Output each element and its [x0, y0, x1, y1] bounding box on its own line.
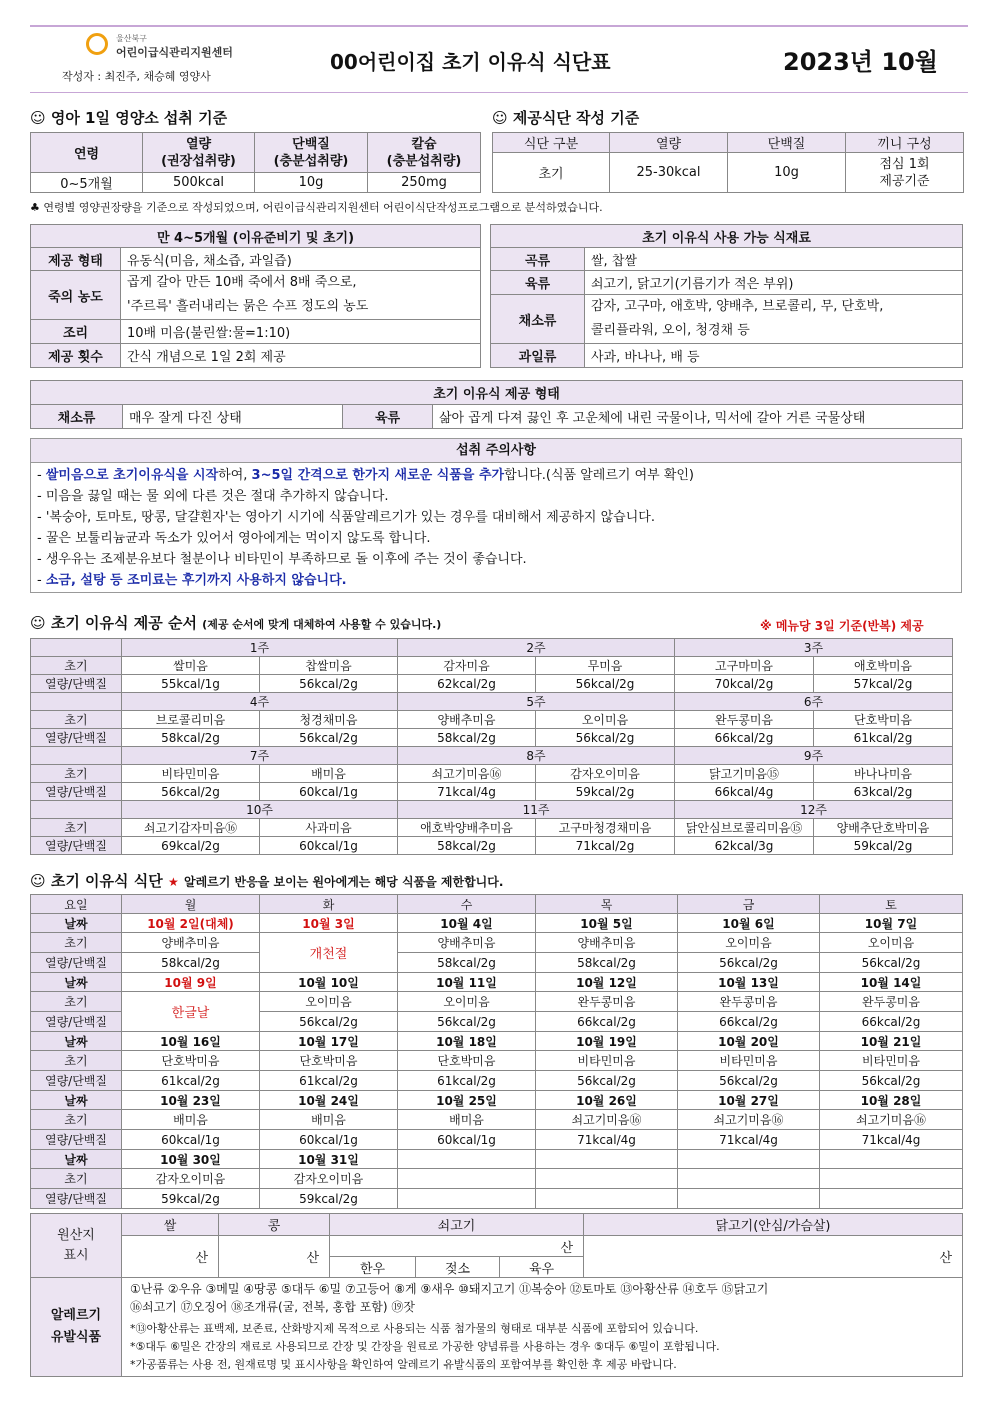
menu-item: 쇠고기미음⑯: [820, 1110, 963, 1130]
menu-date: 10월 27일: [678, 1091, 820, 1110]
origin-chicken-value: 산: [584, 1236, 963, 1278]
menu-item: 양배추미음: [122, 933, 260, 953]
day-header: 화: [260, 895, 398, 914]
form-key: 육류: [343, 405, 433, 429]
order-week-label: 4주: [122, 693, 398, 711]
menu-date: 10월 16일: [122, 1032, 260, 1051]
order-menu: 찹쌀미음: [260, 657, 398, 675]
origin-bean-value: 산: [219, 1236, 330, 1278]
menu-empty-cell: [820, 1189, 963, 1209]
menu-date: 10월 12일: [536, 973, 678, 992]
menu-empty-cell: [536, 1189, 678, 1209]
order-menu: 청경채미음: [260, 711, 398, 729]
order-kcal: 59kcal/2g: [536, 783, 675, 801]
menu-kcal: 60kcal/1g: [122, 1130, 260, 1150]
order-menu: 바나나미음: [814, 765, 953, 783]
menu-item: 배미음: [122, 1110, 260, 1130]
provide-table: [492, 132, 964, 193]
menu-empty-cell: [678, 1189, 820, 1209]
menu-kcal: 58kcal/2g: [536, 953, 678, 973]
intake-header: 열량 (권장섭취량): [143, 133, 255, 173]
provide-cell: 점심 1회 제공기준: [846, 153, 964, 193]
ingredients-title: 초기 이유식 사용 가능 식재료: [491, 225, 963, 248]
menu-kcal: 71kcal/4g: [820, 1130, 963, 1150]
ingredient-key: 육류: [491, 271, 585, 295]
order-kcal: 58kcal/2g: [398, 837, 536, 855]
menu-row-label: 열량/단백질: [31, 1012, 122, 1032]
stage-value: 간식 개념으로 1일 2회 제공: [121, 344, 481, 368]
provide-header: 단백질: [728, 133, 846, 153]
menu-kcal: 66kcal/2g: [678, 1012, 820, 1032]
caution-item: - '복숭아, 토마토, 땅콩, 달걀흰자'는 영아기 시기에 식품알레르기가 있는 경우를 대비해서 제공하지 않습니다.: [37, 510, 655, 525]
stage-title: 만 4~5개월 (이유준비기 및 초기): [31, 225, 481, 248]
club-icon: ♣: [30, 201, 44, 214]
menu-item: 양배추미음: [536, 933, 678, 953]
caution-title: 섭취 주의사항: [30, 438, 962, 463]
logo-name: 어린이급식관리지원센터: [116, 46, 233, 59]
caution-item: - 생우유는 조제분유보다 철분이나 비타민이 부족하므로 돌 이후에 주는 것이 좋습니다.: [37, 552, 527, 567]
menu-date: 10월 4일: [398, 914, 536, 933]
menu-empty-cell: [820, 1150, 963, 1169]
menu-empty-cell: [398, 1189, 536, 1209]
smile-icon: ☺: [30, 109, 51, 127]
ingredient-value: 쌀, 찹쌀: [585, 248, 963, 271]
menu-date: 10월 17일: [260, 1032, 398, 1051]
intake-cell: 0~5개월: [31, 173, 143, 193]
provide-cell: 초기: [493, 153, 610, 193]
menu-date: 10월 25일: [398, 1091, 536, 1110]
menu-date: 10월 24일: [260, 1091, 398, 1110]
beef-type: 한우: [330, 1257, 416, 1278]
origin-bean: 콩: [219, 1214, 330, 1236]
order-menu: 쌀미음: [122, 657, 260, 675]
menu-date: 10월 26일: [536, 1091, 678, 1110]
menu-kcal: 59kcal/2g: [260, 1189, 398, 1209]
order-kcal: 60kcal/1g: [260, 837, 398, 855]
provide-header: 식단 구분: [493, 133, 610, 153]
menu-date: 10월 2일(대체): [122, 914, 260, 933]
form-value: 매우 잘게 다진 상태: [123, 405, 343, 429]
caution-item: - 소금, 설탕 등 조미료는 후기까지 사용하지 않습니다.: [37, 573, 347, 588]
allergy-label: 알레르기 유발식품: [31, 1278, 122, 1377]
menu-kcal: 71kcal/4g: [536, 1130, 678, 1150]
order-menu: 배미음: [260, 765, 398, 783]
order-kcal: 56kcal/2g: [122, 783, 260, 801]
menu-kcal: 58kcal/2g: [398, 953, 536, 973]
menu-empty-cell: [536, 1150, 678, 1169]
order-week-label: 7주: [122, 747, 398, 765]
caution-list: [30, 462, 962, 593]
order-menu: 닭안심브로콜리미음⑮: [675, 819, 814, 837]
order-menu: 감자미음: [398, 657, 536, 675]
menu-kcal: 61kcal/2g: [122, 1071, 260, 1091]
menu-row-label: 열량/단백질: [31, 1130, 122, 1150]
form-key: 채소류: [31, 405, 123, 429]
menu-item: 감자오이미음: [122, 1169, 260, 1189]
menu-item: 오이미음: [398, 992, 536, 1012]
order-menu: 애호박양배추미음: [398, 819, 536, 837]
order-row-label: 초기: [31, 819, 122, 837]
order-kcal: 58kcal/2g: [122, 729, 260, 747]
menu-item: 오이미음: [820, 933, 963, 953]
menu-date: 10월 10일: [260, 973, 398, 992]
menu-date: 10월 5일: [536, 914, 678, 933]
smile-icon: ☺: [30, 614, 51, 632]
intake-header: 단백질 (충분섭취량): [255, 133, 368, 173]
menu-item: 비타민미음: [678, 1051, 820, 1071]
top-rule: [30, 25, 968, 27]
menu-kcal: 56kcal/2g: [678, 1071, 820, 1091]
allergy-note: *가공품류는 사용 전, 원재료명 및 표시사항을 확인하여 알레르기 유발식품의 포함여부를 확인한 후 제공 바랍니다.: [130, 1358, 677, 1371]
form-title: 초기 이유식 제공 형태: [31, 381, 963, 405]
menu-kcal: 60kcal/1g: [260, 1130, 398, 1150]
analysis-note: ♣ 연령별 영양권장량을 기준으로 작성되었으며, 어린이급식관리지원센터 어린이식단작성프로그램으로 분석하였습니다.: [30, 201, 603, 214]
order-menu: 쇠고기미음⑯: [398, 765, 536, 783]
beef-type: 젖소: [416, 1257, 500, 1278]
menu-row-label: 날짜: [31, 914, 122, 933]
order-week-blank: [31, 639, 122, 657]
menu-item: 완두콩미음: [678, 992, 820, 1012]
order-row-label: 열량/단백질: [31, 837, 122, 855]
menu-date: 10월 18일: [398, 1032, 536, 1051]
menu-kcal: 61kcal/2g: [260, 1071, 398, 1091]
menu-empty-cell: [398, 1150, 536, 1169]
order-note: ※ 메뉴당 3일 기준(반복) 제공: [760, 619, 924, 633]
day-header: 토: [820, 895, 963, 914]
menu-row-label: 날짜: [31, 973, 122, 992]
caution-item: - 미음을 끓일 때는 물 외에 다른 것은 절대 추가하지 않습니다.: [37, 489, 389, 504]
order-menu: 감자오이미음: [536, 765, 675, 783]
menu-kcal: 66kcal/2g: [536, 1012, 678, 1032]
menu-row-label: 열량/단백질: [31, 1189, 122, 1209]
day-header: 월: [122, 895, 260, 914]
order-row-label: 열량/단백질: [31, 783, 122, 801]
menu-item: 단호박미음: [260, 1051, 398, 1071]
order-menu: 양배추단호박미음: [814, 819, 953, 837]
menu-row-label: 초기: [31, 933, 122, 953]
menu-kcal: 56kcal/2g: [820, 953, 963, 973]
menu-kcal: 58kcal/2g: [122, 953, 260, 973]
ingredient-key: 채소류: [491, 295, 585, 344]
menu-empty-cell: [678, 1150, 820, 1169]
menu-kcal: 56kcal/2g: [678, 953, 820, 973]
order-kcal: 56kcal/2g: [260, 729, 398, 747]
menu-kcal: 56kcal/2g: [398, 1012, 536, 1032]
stage-value: 10배 미음(불린쌀:물=1:10): [121, 320, 481, 344]
order-kcal: 60kcal/1g: [260, 783, 398, 801]
order-kcal: 71kcal/4g: [398, 783, 536, 801]
smile-icon: ☺: [492, 109, 513, 127]
provide-cell: 25-30kcal: [610, 153, 728, 193]
order-table: [30, 638, 953, 855]
menu-date: 10월 20일: [678, 1032, 820, 1051]
intake-table: [30, 132, 481, 193]
menu-row-label: 초기: [31, 1110, 122, 1130]
order-title: ☺ 초기 이유식 제공 순서 (제공 순서에 맞게 대체하여 사용할 수 있습니다.): [30, 614, 442, 632]
order-row-label: 초기: [31, 765, 122, 783]
menu-kcal: 71kcal/4g: [678, 1130, 820, 1150]
allergy-list: ⑯쇠고기 ⑰오징어 ⑱조개류(굴, 전복, 홍합 포함) ⑲잣: [130, 1300, 415, 1314]
ingredient-value: 쇠고기, 닭고기(기름기가 적은 부위): [585, 271, 963, 295]
order-kcal: 56kcal/2g: [536, 729, 675, 747]
order-kcal: 56kcal/2g: [260, 675, 398, 693]
order-row-label: 초기: [31, 657, 122, 675]
menu-date: 10월 23일: [122, 1091, 260, 1110]
order-week-blank: [31, 801, 122, 819]
logo-small-text: 울산북구: [116, 34, 147, 43]
origin-table: [30, 1213, 963, 1278]
order-menu: 완두콩미음: [675, 711, 814, 729]
menu-row-label: 열량/단백질: [31, 953, 122, 973]
menu-kcal: 56kcal/2g: [536, 1071, 678, 1091]
order-row-label: 열량/단백질: [31, 675, 122, 693]
order-kcal: 56kcal/2g: [536, 675, 675, 693]
page-title: 00어린이집 초기 이유식 식단표: [330, 50, 611, 74]
menu-row-label: 열량/단백질: [31, 1071, 122, 1091]
intake-title: ☺ 영아 1일 영양소 섭취 기준: [30, 109, 228, 127]
order-kcal: 61kcal/2g: [814, 729, 953, 747]
intake-cell: 10g: [255, 173, 368, 193]
star-icon: ★: [167, 875, 179, 889]
beef-type: 육우: [500, 1257, 584, 1278]
header-rule: [30, 92, 968, 93]
order-kcal: 57kcal/2g: [814, 675, 953, 693]
menu-row-label: 날짜: [31, 1091, 122, 1110]
order-menu: 고구마미음: [675, 657, 814, 675]
holiday: 개천절: [260, 933, 398, 973]
center-logo-icon: [86, 33, 108, 55]
caution-item: - 꿀은 보툴리늄균과 독소가 있어서 영아에게는 먹이지 않도록 합니다.: [37, 531, 431, 546]
menu-date: 10월 9일: [122, 973, 260, 992]
order-menu: 비타민미음: [122, 765, 260, 783]
allergy-note: *⑬아황산류는 표백제, 보존료, 산화방지제 목적으로 사용되는 식품 첨가물의 형태로 대부분 식품에 포함되어 있습니다.: [130, 1322, 699, 1335]
form-value: 삶아 곱게 다져 끓인 후 고운체에 내린 국물이나, 믹서에 갈아 거른 국물상태: [433, 405, 963, 429]
order-menu: 단호박미음: [814, 711, 953, 729]
provide-title: ☺ 제공식단 작성 기준: [492, 109, 640, 127]
menu-kcal: 56kcal/2g: [260, 1012, 398, 1032]
order-week-label: 10주: [122, 801, 398, 819]
form-table: [30, 380, 963, 429]
origin-beef: 쇠고기: [330, 1214, 584, 1236]
order-kcal: 62kcal/2g: [398, 675, 536, 693]
order-week-label: 5주: [398, 693, 675, 711]
origin-beef-value: 산: [330, 1236, 584, 1257]
stage-value: 유동식(미음, 채소즙, 과일즙): [121, 248, 481, 271]
order-menu: 고구마청경채미음: [536, 819, 675, 837]
order-kcal: 69kcal/2g: [122, 837, 260, 855]
menu-date: 10월 3일: [260, 914, 398, 933]
order-kcal: 59kcal/2g: [814, 837, 953, 855]
order-row-label: 열량/단백질: [31, 729, 122, 747]
menu-date: 10월 28일: [820, 1091, 963, 1110]
provide-cell: 10g: [728, 153, 846, 193]
menu-empty-cell: [820, 1169, 963, 1189]
menu-date: 10월 13일: [678, 973, 820, 992]
order-kcal: 66kcal/2g: [675, 729, 814, 747]
menu-date: 10월 21일: [820, 1032, 963, 1051]
menu-kcal: 56kcal/2g: [820, 1071, 963, 1091]
menu-item: 쇠고기미음⑯: [536, 1110, 678, 1130]
order-week-blank: [31, 693, 122, 711]
origin-chicken: 닭고기(안심/가슴살): [584, 1214, 963, 1236]
day-header: 요일: [31, 895, 122, 914]
ingredient-key: 곡류: [491, 248, 585, 271]
origin-label: 원산지 표시: [31, 1214, 122, 1278]
day-header: 금: [678, 895, 820, 914]
order-menu: 애호박미음: [814, 657, 953, 675]
menu-date: 10월 30일: [122, 1150, 260, 1169]
menu-item: 완두콩미음: [536, 992, 678, 1012]
order-kcal: 71kcal/2g: [536, 837, 675, 855]
order-menu: 오이미음: [536, 711, 675, 729]
order-kcal: 63kcal/2g: [814, 783, 953, 801]
order-menu: 양배추미음: [398, 711, 536, 729]
menu-item: 단호박미음: [122, 1051, 260, 1071]
caution-item: - 쌀미음으로 초기이유식을 시작하여, 3~5일 간격으로 한가지 새로운 식품을 추가합니다.(식품 알레르기 여부 확인): [37, 468, 695, 483]
menu-date: 10월 31일: [260, 1150, 398, 1169]
order-week-label: 6주: [675, 693, 953, 711]
allergy-note: *⑤대두 ⑥밀은 간장의 재료로 사용되므로 간장 및 간장을 원료로 가공한 양념류를 사용하는 경우 ⑤대두 ⑥밀이 포함됩니다.: [130, 1340, 720, 1353]
allergy-table: [30, 1277, 963, 1377]
menu-date: 10월 7일: [820, 914, 963, 933]
order-row-label: 초기: [31, 711, 122, 729]
menu-item: 완두콩미음: [820, 992, 963, 1012]
intake-header: 칼슘 (충분섭취량): [368, 133, 481, 173]
menu-kcal: 61kcal/2g: [398, 1071, 536, 1091]
menu-date: 10월 14일: [820, 973, 963, 992]
menu-item: 배미음: [398, 1110, 536, 1130]
menu-item: 오이미음: [678, 933, 820, 953]
menu-item: 비타민미음: [536, 1051, 678, 1071]
order-week-label: 11주: [398, 801, 675, 819]
order-menu: 브로콜리미음: [122, 711, 260, 729]
page-date: 2023년 10월: [783, 48, 938, 76]
menu-item: 배미음: [260, 1110, 398, 1130]
menu-empty-cell: [678, 1169, 820, 1189]
menu-row-label: 날짜: [31, 1150, 122, 1169]
stage-key: 제공 형태: [31, 248, 121, 271]
ingredient-key: 과일류: [491, 344, 585, 368]
menu-item: 양배추미음: [398, 933, 536, 953]
menu-kcal: 66kcal/2g: [820, 1012, 963, 1032]
intake-header: 연령: [31, 133, 143, 173]
order-week-label: 2주: [398, 639, 675, 657]
stage-key: 죽의 농도: [31, 271, 121, 320]
menu-item: 오이미음: [260, 992, 398, 1012]
order-kcal: 58kcal/2g: [398, 729, 536, 747]
order-week-label: 3주: [675, 639, 953, 657]
origin-rice: 쌀: [122, 1214, 219, 1236]
ingredient-value: 사과, 바나나, 배 등: [585, 344, 963, 368]
menu-item: 비타민미음: [820, 1051, 963, 1071]
intake-cell: 250mg: [368, 173, 481, 193]
provide-header: 끼니 구성: [846, 133, 964, 153]
author: 작성자 : 최진주, 채승혜 영양사: [62, 70, 211, 83]
order-menu: 닭고기미음⑮: [675, 765, 814, 783]
holiday: 한글날: [122, 992, 260, 1032]
menu-date: 10월 11일: [398, 973, 536, 992]
menu-title: ☺ 초기 이유식 식단 ★ 알레르기 반응을 보이는 원아에게는 해당 식품을 제한합니다.: [30, 872, 504, 890]
menu-item: 감자오이미음: [260, 1169, 398, 1189]
allergy-list: ①난류 ②우유 ③메밀 ④땅콩 ⑤대두 ⑥밀 ⑦고등어 ⑧게 ⑨새우 ⑩돼지고기 ⑪복숭아 ⑫토마토 ⑬아황산류 ⑭호두 ⑮닭고기: [130, 1282, 769, 1296]
order-week-label: 1주: [122, 639, 398, 657]
origin-rice-value: 산: [122, 1236, 219, 1278]
menu-row-label: 초기: [31, 992, 122, 1012]
order-menu: 무미음: [536, 657, 675, 675]
stage-key: 조리: [31, 320, 121, 344]
order-week-label: 9주: [675, 747, 953, 765]
menu-kcal: 60kcal/1g: [398, 1130, 536, 1150]
order-week-blank: [31, 747, 122, 765]
order-menu: 사과미음: [260, 819, 398, 837]
order-kcal: 62kcal/3g: [675, 837, 814, 855]
order-kcal: 55kcal/1g: [122, 675, 260, 693]
day-header: 수: [398, 895, 536, 914]
ingredient-value: 감자, 고구마, 애호박, 양배추, 브로콜리, 무, 단호박, 콜리플라워, 오이, 청경채 등: [585, 295, 963, 344]
order-kcal: 66kcal/4g: [675, 783, 814, 801]
menu-table: [30, 894, 963, 1209]
menu-item: 쇠고기미음⑯: [678, 1110, 820, 1130]
menu-row-label: 초기: [31, 1051, 122, 1071]
intake-cell: 500kcal: [143, 173, 255, 193]
menu-kcal: 59kcal/2g: [122, 1189, 260, 1209]
menu-row-label: 날짜: [31, 1032, 122, 1051]
stage-value: 곱게 갈아 만든 10배 죽에서 8배 죽으로, '주르륵' 흘러내리는 묽은 수프 정도의 농도: [121, 271, 481, 320]
menu-date: 10월 6일: [678, 914, 820, 933]
order-kcal: 70kcal/2g: [675, 675, 814, 693]
menu-row-label: 초기: [31, 1169, 122, 1189]
order-menu: 쇠고기감자미음⑯: [122, 819, 260, 837]
smile-icon: ☺: [30, 872, 51, 890]
provide-header: 열량: [610, 133, 728, 153]
day-header: 목: [536, 895, 678, 914]
stage-key: 제공 횟수: [31, 344, 121, 368]
order-week-label: 12주: [675, 801, 953, 819]
menu-empty-cell: [536, 1169, 678, 1189]
menu-item: 단호박미음: [398, 1051, 536, 1071]
order-week-label: 8주: [398, 747, 675, 765]
stage-table: [30, 224, 481, 368]
menu-date: 10월 19일: [536, 1032, 678, 1051]
menu-empty-cell: [398, 1169, 536, 1189]
ingredients-table: [490, 224, 963, 368]
